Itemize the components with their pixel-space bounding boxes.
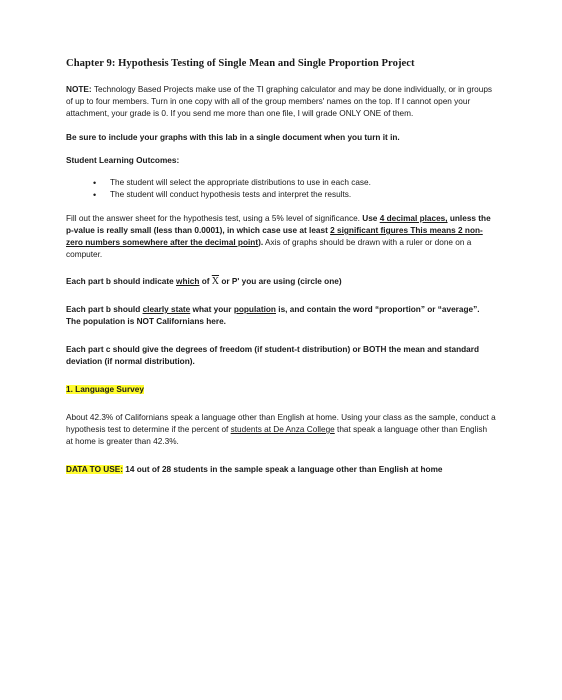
part-b2-underline-1: clearly state [142, 305, 191, 314]
outcomes-list [66, 177, 496, 201]
data-to-use-text: 14 out of 28 students in the sample speak a language other than English at home [123, 465, 443, 474]
answer-sheet-paragraph [66, 213, 496, 261]
outcome-item: • The student will select the appropriate distributions to use in each case. [66, 177, 496, 189]
part-b-indicator [66, 276, 496, 288]
note-paragraph [66, 84, 496, 120]
page-title: Chapter 9: Hypothesis Testing of Single Mean and Single Proportion Project [66, 58, 415, 69]
note-label: NOTE: [66, 85, 92, 94]
part-b1-text-c: or P' you are using (circle one) [219, 277, 342, 286]
section-1-heading: 1. Language Survey [66, 385, 144, 394]
part-b2-text-b: what your [190, 305, 234, 314]
section-1-text-a: About 42.3% of Californians speak a language other than English at home. Using your class as the sample, conduct a hypothesis test to determine if the percent of [66, 413, 496, 434]
outcome-item: • The student will conduct hypothesis tests and interpret the results. [66, 189, 496, 201]
graphs-instruction: Be sure to include your graphs with this lab in a single document when you turn it in. [66, 133, 400, 142]
section-1-text [66, 412, 496, 448]
document-page [66, 58, 496, 476]
part-b1-text-a: Each part b should indicate [66, 277, 177, 286]
answer-text-1: Fill out the answer sheet for the hypothesis test, using a 5% level of significance. [66, 214, 363, 223]
part-b1-text-b: of [199, 277, 212, 286]
part-b2-text-a: Each part b should [66, 305, 143, 314]
part-b1-underline: which [176, 277, 200, 286]
section-1-text-b: that speak a language other than English at home is greater than 42.3%. [66, 425, 488, 446]
part-b-population [66, 304, 496, 328]
answer-bold-underline-2: 2 significant figures This means 2 non-zero numbers somewhere after the decimal point [66, 226, 483, 247]
outcomes-heading: Student Learning Outcomes: [66, 156, 180, 165]
data-to-use [66, 464, 496, 476]
section-1-heading-line [66, 384, 496, 396]
answer-bold-1: Use [362, 214, 380, 223]
section-1-underlined-text: students at De Anza College [230, 425, 335, 434]
answer-bold-2: unless the p-value is really small (less than 0.0001), in which case use at least [66, 214, 491, 235]
x-bar-symbol: $\overline{X}$ [211, 276, 220, 287]
answer-bold-underline-1: 4 decimal places, [379, 214, 448, 223]
note-text: Technology Based Projects make use of the TI graphing calculator and may be done individually, or in groups of up to four members. Turn in one copy with all of the group members' names on the top. If I cannot open your attachment, your grade is 0. If you send me more than one file, I will grade ONLY ONE of them. [66, 85, 493, 118]
answer-bold-3: ). [258, 238, 264, 247]
part-c-instruction: Each part c should give the degrees of freedom (if student-t distribution) or BOTH the mean and standard deviation (if normal distribution). [66, 345, 479, 366]
part-b2-text-c: is, and contain the word “proportion” or “average”. The population is NOT Californians here. [66, 305, 480, 326]
data-to-use-label: DATA TO USE: [66, 465, 123, 474]
answer-text-2: Axis of graphs should be drawn with a ruler or done on a computer. [66, 238, 472, 259]
part-b2-underline-2: population [233, 305, 276, 314]
